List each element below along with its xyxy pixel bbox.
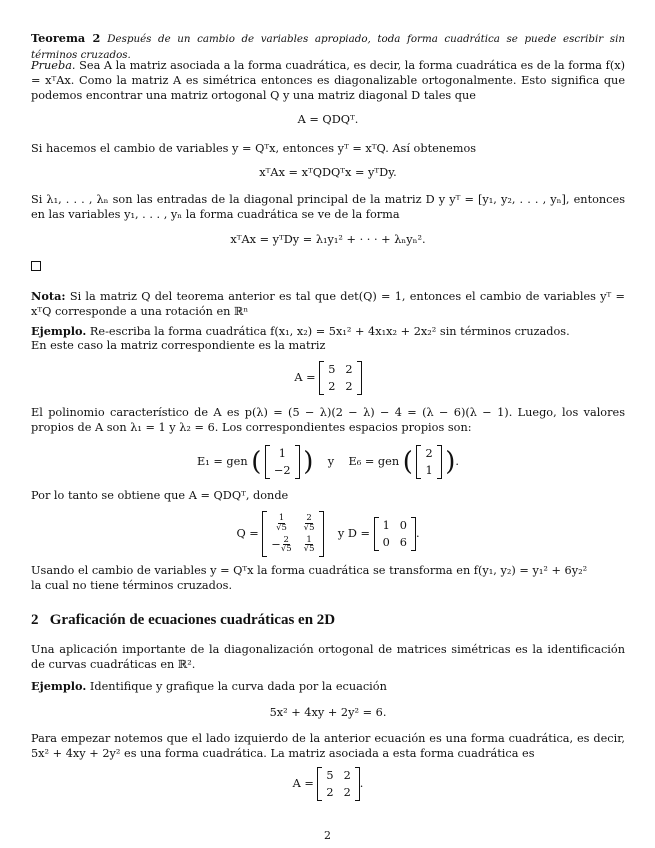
example-2-statement (31, 679, 625, 694)
matrix-a2-entry: 2 (343, 769, 351, 783)
final-paragraph-line2: la cual no tiene términos cruzados. (31, 579, 233, 592)
page-number: 2 (324, 829, 331, 842)
matrix-a-entry: 2 (328, 379, 336, 393)
matrix-a-label: A = (294, 371, 316, 384)
and-word: y (327, 455, 335, 468)
matrix-a2-entry: 5 (326, 769, 334, 783)
example-1-text: Re-escriba la forma cuadrática f(x₁, x₂) = 5x₁² + 4x₁x₂ + 2x₂² sin términos cruzados. (89, 325, 570, 338)
example-2-paragraph: Para empezar notemos que el lado izquierdo de la anterior ecuación es una forma cuadrática, es decir, 5x² + 4xy + 2y² es una forma cuadrática. La matriz asociada a esta forma cuadrática es (31, 732, 625, 761)
nota-paragraph (31, 289, 625, 319)
matrix-a (319, 362, 361, 394)
q-entry: − $\frac{2}{√5}$ (271, 534, 292, 555)
d-entry: 0 (382, 535, 390, 549)
d-matrix (374, 518, 416, 550)
proof-text-1a: Sea A la matriz asociada a la forma cuadrática, es decir, la forma cuadrática es de la forma f(x) = xᵀAx. (31, 59, 626, 88)
matrix-a2-entry: 2 (343, 785, 351, 799)
example-1-label: Ejemplo. (31, 324, 87, 338)
characteristic-polynomial-paragraph: El polinomio característico de A es p(λ) = (5 − λ)(2 − λ) − 4 = (λ − 6)(λ − 1). Luego, los valores propios de A son λ₁ = 1 y λ₂ = 6. Los correspondientes espacios propios son: (31, 406, 625, 435)
nota-label: Nota: (31, 289, 66, 303)
proof-paragraph-1 (31, 58, 625, 103)
q-d-display (31, 512, 625, 556)
matrix-a2-entry: 2 (326, 785, 334, 799)
d-entry: 1 (382, 519, 390, 533)
theorem-text: Después de un cambio de variables apropiado, toda forma cuadrática se puede escribir sin términos cruzados. (31, 33, 625, 61)
matrix-a2 (317, 768, 359, 800)
d-entry: 6 (399, 535, 407, 549)
qed-square (31, 260, 625, 275)
proof-paragraph-3: Si λ₁, . . . , λₙ son las entradas de la diagonal principal de la matriz D y yᵀ = [y₁, y₂, . . . , yₙ], entonces en las variables y₁, . . . , yₙ la forma cuadrática se ve de la forma (31, 193, 625, 222)
example-2-text: Identifique y grafique la curva dada por la ecuación (89, 680, 387, 693)
final-paragraph-line1: Usando el cambio de variables y = Qᵀx la forma cuadrática se transforma en f(y₁, y₂) = y₁² + 6y₂² (31, 564, 588, 577)
equation-diagonal-form: xᵀAx = yᵀDy = λ₁y₁² + · · · + λₙyₙ². (230, 233, 426, 246)
matrix-a-entry: 5 (328, 363, 336, 377)
d-entry: 0 (399, 519, 407, 533)
e1-vector (265, 446, 300, 478)
theorem-label: Teorema 2 (31, 31, 101, 45)
e6-entry: 2 (425, 447, 433, 461)
example-2-label: Ejemplo. (31, 679, 87, 693)
q-matrix (262, 512, 323, 556)
q-label: Q = (236, 527, 259, 540)
example-1-line2: En este caso la matriz correspondiente es la matriz (31, 339, 326, 352)
proof-label: Prueba. (31, 59, 76, 72)
section-number: 2 (31, 612, 39, 628)
equation-curve: 5x² + 4xy + 2y² = 6. (269, 706, 387, 719)
proof-text-1b: Como la matriz A es simétrica entonces es diagonalizable ortogonalmente. Esto significa que podemos encontrar una matriz ortogonal Q y una matriz diagonal D tales que (31, 74, 626, 103)
matrix-a-entry: 2 (345, 363, 353, 377)
q-entry: $\frac{1}{√5}$ (303, 534, 315, 555)
proof-paragraph-2: Si hacemos el cambio de variables y = Qᵀx, entonces yᵀ = xᵀQ. Así obtenemos (31, 142, 477, 155)
equation-xtax: xᵀAx = xᵀQDQᵀx = yᵀDy. (259, 166, 397, 179)
e6-label: E₆ = gen (348, 455, 400, 468)
eigenspaces-display: E₁ = gen ( 1 −2 ) y E₆ = gen ( 2 1 ). (196, 447, 459, 477)
matrix-a2-display (31, 768, 625, 800)
e1-label: E₁ = gen (196, 455, 248, 468)
d-label: y D = (337, 527, 370, 540)
section-intro: Una aplicación importante de la diagonalización ortogonal de matrices simétricas es la identificación de curvas cuadráticas en ℝ². (31, 643, 625, 672)
section-title: Graficación de ecuaciones cuadráticas en 2D (49, 612, 336, 628)
nota-text: Si la matriz Q del teorema anterior es tal que det(Q) = 1, entonces el cambio de variables yᵀ = xᵀQ corresponde a una rotación en ℝⁿ (31, 290, 625, 319)
e6-vector (416, 446, 441, 478)
e1-entry: 1 (278, 447, 286, 461)
a2-period: . (359, 777, 364, 790)
e1-entry: −2 (273, 463, 291, 477)
matrix-a-entry: 2 (345, 379, 353, 393)
matrix-a2-label: A = (292, 777, 314, 790)
e-period: . (455, 455, 459, 468)
e6-entry: 1 (425, 463, 433, 477)
example-1-statement (31, 324, 625, 339)
section-heading (31, 611, 625, 631)
q-intro-paragraph: Por lo tanto se obtiene que A = QDQᵀ, donde (31, 489, 289, 502)
equation-a-qdqt: A = QDQᵀ. (297, 113, 359, 126)
q-entry: $\frac{1}{√5}$ (276, 512, 287, 533)
qd-period: . (415, 527, 420, 540)
q-entry: $\frac{2}{√5}$ (303, 512, 315, 533)
matrix-a-display (31, 362, 625, 394)
